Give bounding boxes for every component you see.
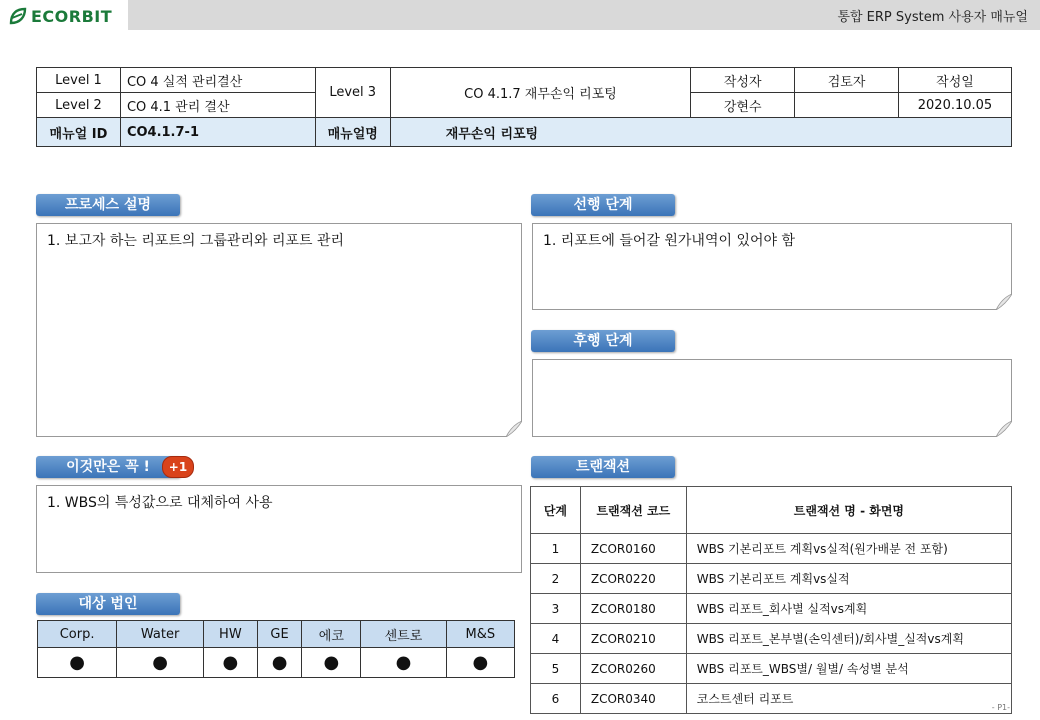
transaction-section-label: 트랜잭션 bbox=[531, 456, 675, 478]
logo-text: ECORBIT bbox=[31, 6, 113, 26]
corp-section-label: 대상 법인 bbox=[36, 593, 180, 615]
tx-step: 1 bbox=[531, 534, 581, 564]
level2-label: Level 2 bbox=[37, 93, 121, 118]
manual-info-table bbox=[36, 67, 1012, 147]
tx-step: 2 bbox=[531, 564, 581, 594]
tx-name: WBS 리포트_본부별(손익센터)/회사별_실적vs계획 bbox=[686, 624, 1011, 654]
transaction-table bbox=[530, 486, 1012, 714]
tx-header-step: 단계 bbox=[531, 487, 581, 534]
corp-mark: ● bbox=[257, 648, 302, 678]
page-curl-icon bbox=[996, 294, 1012, 310]
corp-header: 에코 bbox=[302, 621, 361, 648]
manual-desc-label: 매뉴얼명 bbox=[315, 118, 390, 147]
post-section-label: 후행 단계 bbox=[531, 330, 675, 352]
prereq-box bbox=[532, 223, 1012, 310]
tx-name: WBS 기본리포트 계획vs실적 bbox=[686, 564, 1011, 594]
author-label: 작성자 bbox=[691, 68, 795, 93]
page-curl-icon bbox=[996, 421, 1012, 437]
date-label: 작성일 bbox=[898, 68, 1011, 93]
corp-mark: ● bbox=[361, 648, 446, 678]
tx-header-code: 트랜잭션 코드 bbox=[580, 487, 686, 534]
table-row bbox=[531, 684, 1012, 714]
tx-name: 코스트센터 리포트 bbox=[686, 684, 1011, 714]
leaf-logo-icon bbox=[8, 6, 28, 26]
tx-code: ZCOR0180 bbox=[580, 594, 686, 624]
tx-step: 5 bbox=[531, 654, 581, 684]
tx-header-name: 트랜잭션 명 - 화면명 bbox=[686, 487, 1011, 534]
post-box bbox=[532, 359, 1012, 437]
author-value: 강현수 bbox=[691, 93, 795, 118]
must-know-box bbox=[36, 485, 522, 573]
tx-code: ZCOR0220 bbox=[580, 564, 686, 594]
corp-header: GE bbox=[257, 621, 302, 648]
table-row bbox=[531, 564, 1012, 594]
level1-value: CO 4 실적 관리결산 bbox=[120, 68, 315, 93]
corp-header: Water bbox=[117, 621, 204, 648]
tx-code: ZCOR0340 bbox=[580, 684, 686, 714]
level2-value: CO 4.1 관리 결산 bbox=[120, 93, 315, 118]
corp-table bbox=[37, 620, 515, 678]
corp-mark: ● bbox=[204, 648, 258, 678]
level3-label: Level 3 bbox=[315, 68, 390, 118]
table-row bbox=[531, 654, 1012, 684]
level1-label: Level 1 bbox=[37, 68, 121, 93]
page-number: - P1- bbox=[991, 703, 1010, 712]
tx-step: 3 bbox=[531, 594, 581, 624]
page-curl-icon bbox=[506, 421, 522, 437]
table-row bbox=[531, 534, 1012, 564]
tx-step: 6 bbox=[531, 684, 581, 714]
tx-code: ZCOR0260 bbox=[580, 654, 686, 684]
ecorbit-logo bbox=[8, 5, 112, 27]
tx-name: WBS 리포트_회사별 실적vs계획 bbox=[686, 594, 1011, 624]
corp-mark: ● bbox=[38, 648, 117, 678]
corp-mark: ● bbox=[117, 648, 204, 678]
process-text: 1. 보고자 하는 리포트의 그룹관리와 리포트 관리 bbox=[47, 233, 345, 249]
manual-desc-value: 재무손익 리포팅 bbox=[390, 118, 1011, 147]
corp-mark: ● bbox=[302, 648, 361, 678]
date-value: 2020.10.05 bbox=[898, 93, 1011, 118]
corp-header: Corp. bbox=[38, 621, 117, 648]
process-box bbox=[36, 223, 522, 437]
tx-code: ZCOR0210 bbox=[580, 624, 686, 654]
must-know-section-label: 이것만은 꼭 ! bbox=[36, 456, 180, 478]
plus-one-badge: +1 bbox=[162, 456, 194, 478]
tx-name: WBS 리포트_WBS별/ 월별/ 속성별 분석 bbox=[686, 654, 1011, 684]
level3-value: CO 4.1.7 재무손익 리포팅 bbox=[390, 68, 691, 118]
tx-name: WBS 기본리포트 계획vs실적(원가배분 전 포함) bbox=[686, 534, 1011, 564]
tx-code: ZCOR0160 bbox=[580, 534, 686, 564]
manual-id-value: CO4.1.7-1 bbox=[120, 118, 315, 147]
process-section-label: 프로세스 설명 bbox=[36, 194, 180, 216]
reviewer-label: 검토자 bbox=[795, 68, 899, 93]
prereq-section-label: 선행 단계 bbox=[531, 194, 675, 216]
corp-mark: ● bbox=[446, 648, 514, 678]
corp-header: M&S bbox=[446, 621, 514, 648]
table-row bbox=[531, 624, 1012, 654]
corp-header: 센트로 bbox=[361, 621, 446, 648]
must-know-text: 1. WBS의 특성값으로 대체하여 사용 bbox=[47, 495, 273, 511]
reviewer-value bbox=[795, 93, 899, 118]
table-row bbox=[531, 594, 1012, 624]
document-title: 통합 ERP System 사용자 매뉴얼 bbox=[837, 10, 1028, 25]
corp-header: HW bbox=[204, 621, 258, 648]
tx-step: 4 bbox=[531, 624, 581, 654]
manual-id-label: 매뉴얼 ID bbox=[37, 118, 121, 147]
prereq-text: 1. 리포트에 들어갈 원가내역이 있어야 함 bbox=[543, 233, 795, 249]
